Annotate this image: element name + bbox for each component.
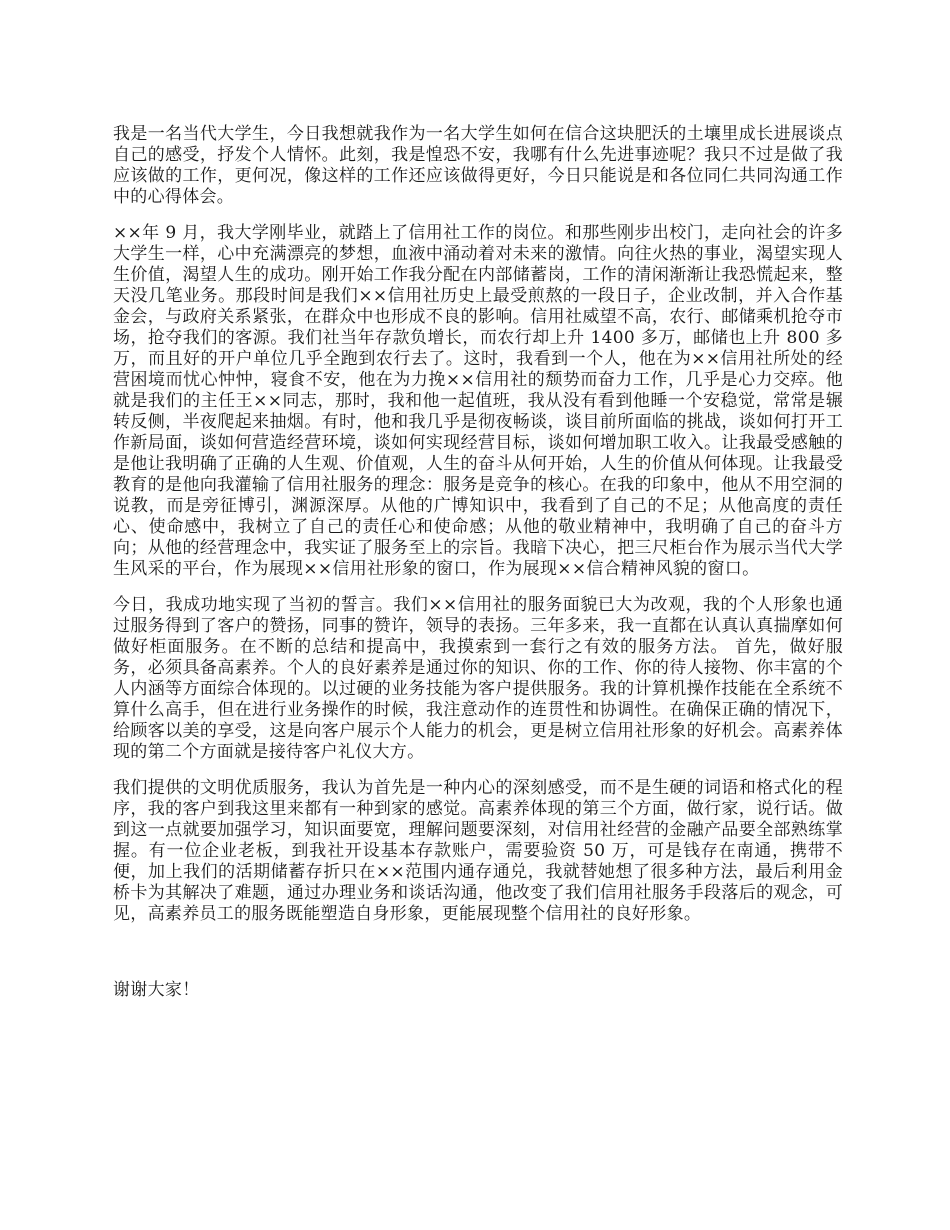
paragraph-service: 我们提供的文明优质服务，我认为首先是一种内心的深刻感受，而不是生硬的词语和格式化的程序，我的客户到我这里来都有一种到家的感觉。高素养体现的第三个方面，做行家，说行话。做到这一点就要加强学习，知识面要宽，理解问题要深刻，对信用社经营的金融产品要全部熟练掌握。有一位企业老板，到我社开设基本存款账户，需要验资 50 万，可是钱存在南通，携带不便，加上我们的活期储蓄存折只在××范围内通存通兑，我就替她想了很多种方法，最后利用金桥卡为其解决了难题，通过办理业务和谈话沟通，他改变了我们信用社服务手段落后的观念，可见，高素养员工的服务既能塑造自身形象，更能展现整个信用社的良好形象。 <box>113 778 843 924</box>
paragraph-intro: 我是一名当代大学生，今日我想就我作为一名大学生如何在信合这块肥沃的土壤里成长进展谈点自己的感受，抒发个人情怀。此刻，我是惶恐不安，我哪有什么先进事迹呢？我只不过是做了我应该做的工作，更何况，像这样的工作还应该做得更好，今日只能说是和各位同仁共同沟通工作中的心得体会。 <box>113 124 843 207</box>
closing-thanks: 谢谢大家！ <box>113 980 200 1000</box>
paragraph-achievement: 今日，我成功地实现了当初的誓言。我们××信用社的服务面貌已大为改观，我的个人形象也通过服务得到了客户的赞扬，同事的赞许，领导的表扬。三年多来，我一直都在认真认真揣摩如何做好柜面服务。在不断的总结和提高中，我摸索到一套行之有效的服务方法。 首先，做好服务，必须具备高素养。个人的良好素养是通过你的知识、你的工作、你的待人接物、你丰富的个人内涵等方面综合体现的。以过硬的业务技能为客户提供服务。我的计算机操作技能在全系统不算什么高手，但在进行业务操作的时候，我注意动作的连贯性和协调性。在确保正确的情况下，给顾客以美的享受，这是向客户展示个人能力的机会，更是树立信用社形象的好机会。高素养体现的第二个方面就是接待客户礼仪大方。 <box>113 595 843 762</box>
document-body <box>113 124 843 1016</box>
paragraph-story: ××年 9 月，我大学刚毕业，就踏上了信用社工作的岗位。和那些刚步出校门，走向社会的许多大学生一样，心中充满漂亮的梦想，血液中涌动着对未来的激情。向往火热的事业，渴望实现人生价值，渴望人生的成功。刚开始工作我分配在内部储蓄岗，工作的清闲渐渐让我恐慌起来，整天没几笔业务。那段时间是我们××信用社历史上最受煎熬的一段日子，企业改制，并入合作基金会，与政府关系紧张，在群众中也形成不良的影响。信用社威望不高，农行、邮储乘机抢夺市场，抢夺我们的客源。我们社当年存款负增长，而农行却上升 1400 多万，邮储也上升 800 多万，而且好的开户单位几乎全跑到农行去了。这时，我看到一个人，他在为××信用社所处的经营困境而忧心忡忡，寝食不安，他在为力挽××信用社的颓势而奋力工作，几乎是心力交瘁。他就是我们的主任王××同志，那时，我和他一起值班，我从没有看到他睡一个安稳觉，常常是辗转反侧，半夜爬起来抽烟。有时，他和我几乎是彻夜畅谈，谈目前所面临的挑战，谈如何打开工作新局面，谈如何营造经营环境，谈如何实现经营目标，谈如何增加职工收入。让我最受感触的是他让我明确了正确的人生观、价值观，人生的奋斗从何开始，人生的价值从何体现。让我最受教育的是他向我灌输了信用社服务的理念：服务是竞争的核心。在我的印象中，他从不用空洞的说教，而是旁征博引，渊源深厚。从他的广博知识中，我看到了自己的不足；从他高度的责任心、使命感中，我树立了自己的责任心和使命感；从他的敬业精神中，我明确了自己的奋斗方向；从他的经营理念中，我实证了服务至上的宗旨。我暗下决心，把三尺柜台作为展示当代大学生风采的平台，作为展现××信用社形象的窗口，作为展现××信合精神风貌的窗口。 <box>113 223 843 579</box>
